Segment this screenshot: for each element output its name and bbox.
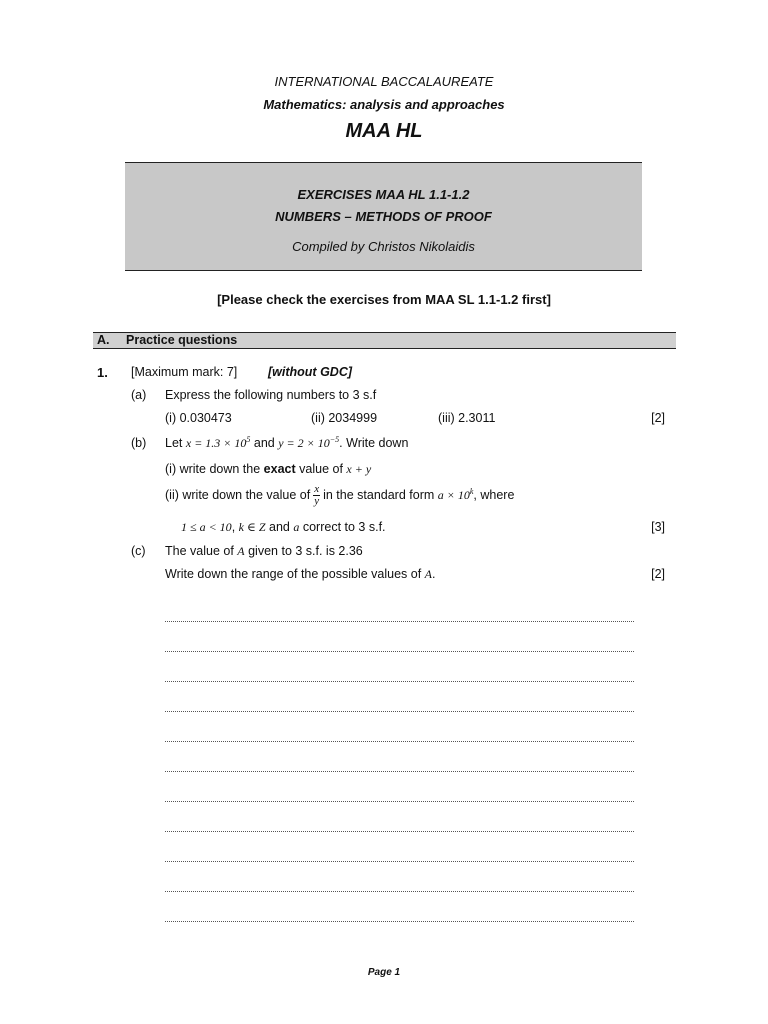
part-c-marks: [2] <box>651 567 665 581</box>
part-a-item-1: (i) 0.030473 <box>165 411 232 425</box>
exercise-title: EXERCISES MAA HL 1.1-1.2 <box>297 187 470 202</box>
gdc-note: [without GDC] <box>268 365 353 379</box>
part-b-conditions: 1 ≤ a < 10, k ∈ Z and a correct to 3 s.f. <box>181 520 386 534</box>
topic-title: NUMBERS – METHODS OF PROOF <box>275 209 492 224</box>
header-course: Mathematics: analysis and approaches <box>263 97 505 112</box>
header-organization: INTERNATIONAL BACCALAUREATE <box>274 74 494 89</box>
answer-line[interactable] <box>165 771 634 772</box>
and-word: and <box>253 436 275 450</box>
answer-line[interactable] <box>165 711 634 712</box>
answer-line[interactable] <box>165 741 634 742</box>
section-title: Practice questions <box>126 333 238 347</box>
part-c-line2: Write down the range of the possible values of A. <box>165 567 436 581</box>
part-b-label: (b) <box>131 436 147 450</box>
part-b-line1 <box>165 436 408 451</box>
part-c-label: (c) <box>131 544 146 558</box>
part-a-item-3: (iii) 2.3011 <box>438 411 496 425</box>
part-a-label: (a) <box>131 388 147 402</box>
x-definition: $x = 1.3 \times 10^5$ <box>185 435 251 450</box>
part-a-text: Express the following numbers to 3 s.f <box>165 388 377 402</box>
max-mark: [Maximum mark: 7] <box>131 365 238 379</box>
x-plus-y: x + y <box>346 462 372 476</box>
part-a-marks: [2] <box>651 411 665 425</box>
y-definition: $y = 2 \times 10^{-5}$ <box>278 435 340 450</box>
answer-line[interactable] <box>165 891 634 892</box>
answer-line[interactable] <box>165 801 634 802</box>
part-c-line1: The value of A given to 3 s.f. is 2.36 <box>165 544 363 558</box>
question-number: 1. <box>97 365 108 380</box>
part-b-marks: [3] <box>651 520 665 534</box>
answer-line[interactable] <box>165 831 634 832</box>
part-b-ii: (ii) write down the value of $\frac{x}{y}$ in the standard form $a \times 10^k$, where <box>165 483 515 507</box>
part-a-item-2: (ii) 2034999 <box>311 411 378 425</box>
exact-word: exact <box>263 462 296 476</box>
write-down-text: . Write down <box>339 436 409 450</box>
answer-line[interactable] <box>165 861 634 862</box>
part-b-i: (i) write down the exact value of x + y <box>165 462 372 476</box>
header-level: MAA HL <box>345 120 423 142</box>
answer-line[interactable] <box>165 921 634 922</box>
answer-line[interactable] <box>165 621 634 622</box>
answer-line[interactable] <box>165 681 634 682</box>
standard-form: $a \times 10^k$ <box>437 486 474 502</box>
title-box <box>125 162 642 271</box>
answer-line[interactable] <box>165 651 634 652</box>
section-header <box>93 332 676 349</box>
let-word: Let <box>165 436 183 450</box>
notice: [Please check the exercises from MAA SL 1.1-1.2 first] <box>217 292 551 307</box>
x-over-y-fraction: $\frac{x}{y}$ <box>314 483 320 507</box>
section-letter: A. <box>97 333 110 347</box>
compiled-by: Compiled by Christos Nikolaidis <box>292 239 475 254</box>
page-number: Page 1 <box>367 967 401 978</box>
